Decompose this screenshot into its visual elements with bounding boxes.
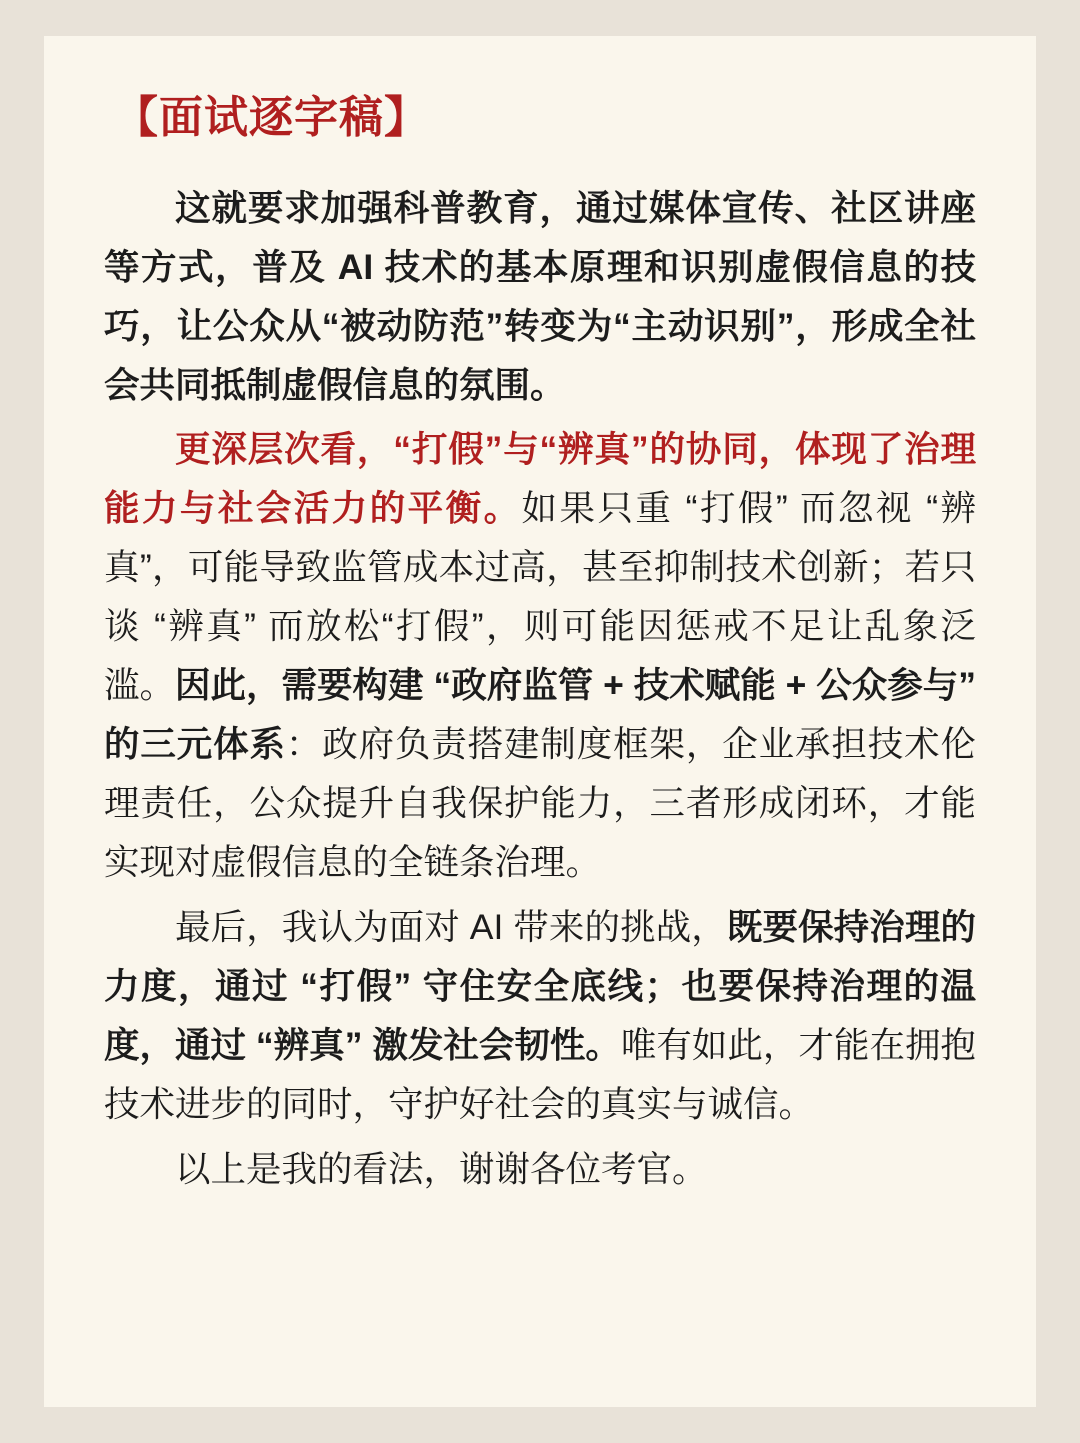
paragraph-1: 这就要求加强科普教育，通过媒体宣传、社区讲座等方式，普及 AI 技术的基本原理和识别虚假信息的技巧，让公众从“被动防范”转变为“主动识别”，形成全社会共同抵制虚假信息的氛围。 [104,187,976,405]
paragraph-2 [104,420,976,891]
paragraph-3-run-3: 唯有如此，才能在拥抱技术进步的同时，守护好社会的真实与诚信。 [104,1024,976,1124]
paragraph-2-run-1: 更深层次看，“打假”与“辨真”的协同，体现了治理能力与社会活力的平衡。 [104,429,976,529]
paragraph-3-run-2: 既要保持治理的力度，通过 “打假” 守住安全底线；也要保持治理的温度，通过 “辨真” 激发社会韧性。 [104,906,976,1065]
paragraph-3-run-1: 最后，我认为面对 AI 带来的挑战， [175,906,727,947]
paragraph-2-run-2: 如果只重 “打假” 而忽视 “辨真”，可能导致监管成本过高，甚至抑制技术创新；若只谈 “辨真” 而放松“打假”，则可能因惩戒不足让乱象泛滥。 [104,488,976,706]
paragraph-2-run-4: ：政府负责搭建制度框架，企业承担技术伦理责任，公众提升自我保护能力，三者形成闭环，才能实现对虚假信息的全链条治理。 [104,724,976,882]
paragraph-4: 以上是我的看法，谢谢各位考官。 [175,1148,708,1189]
paragraph-3 [104,898,976,1134]
document-page [44,36,1036,1407]
page-title: 【面试逐字稿】 [114,93,429,142]
paragraph-2-run-3: 因此，需要构建 “政府监管 + 技术赋能 + 公众参与” 的三元体系 [104,665,976,765]
